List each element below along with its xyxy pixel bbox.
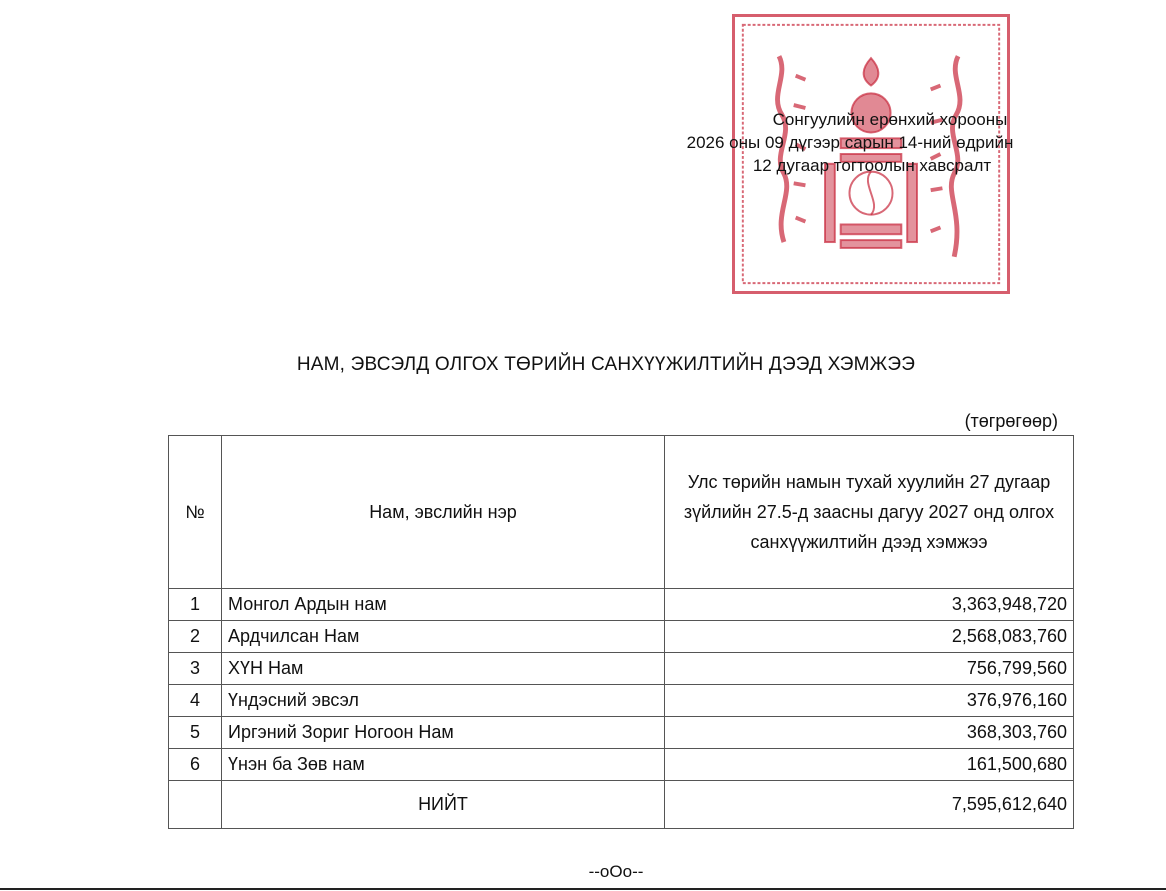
header-line-date: 2026 оны 09 дүгээр сарын 14-ний өдрийн [686, 133, 1014, 152]
header-line-committee: Сонгуулийн ерөнхий хорооны [772, 110, 1008, 129]
header-party-name: Нам, эвслийн нэр [222, 436, 665, 589]
header-number: № [169, 436, 222, 589]
party-name: Монгол Ардын нам [222, 589, 665, 621]
table-row [169, 621, 1074, 653]
total-label: НИЙТ [222, 781, 665, 829]
funding-amount: 3,363,948,720 [665, 589, 1074, 621]
total-empty-cell [169, 781, 222, 829]
row-number: 2 [169, 621, 222, 653]
funding-amount: 368,303,760 [665, 717, 1074, 749]
funding-amount: 2,568,083,760 [665, 621, 1074, 653]
table-row [169, 749, 1074, 781]
table-total-row [169, 781, 1074, 829]
row-number: 5 [169, 717, 222, 749]
party-name: Үнэн ба Зөв нам [222, 749, 665, 781]
row-number: 4 [169, 685, 222, 717]
funding-table [168, 435, 1074, 829]
table-row [169, 589, 1074, 621]
table-header-row [169, 436, 1074, 589]
row-number: 1 [169, 589, 222, 621]
funding-amount: 376,976,160 [665, 685, 1074, 717]
resolution-attachment-header [600, 108, 1100, 177]
end-of-document-mark: --oOo-- [588, 862, 644, 881]
header-line-attachment: 12 дугаар тогтоолын хавсралт [752, 156, 992, 175]
row-number: 6 [169, 749, 222, 781]
total-amount: 7,595,612,640 [665, 781, 1074, 829]
party-name: Иргэний Зориг Ногоон Нам [222, 717, 665, 749]
page-bottom-divider [0, 888, 1166, 890]
table-row [169, 717, 1074, 749]
funding-amount: 161,500,680 [665, 749, 1074, 781]
funding-amount: 756,799,560 [665, 653, 1074, 685]
row-number: 3 [169, 653, 222, 685]
document-title: НАМ, ЭВСЭЛД ОЛГОХ ТӨРИЙН САНХҮҮЖИЛТИЙН ДЭЭД ХЭМЖЭЭ [296, 354, 916, 375]
party-name: Ардчилсан Нам [222, 621, 665, 653]
header-funding-amount: Улс төрийн намын тухай хуулийн 27 дугаар зүйлийн 27.5-д заасны дагуу 2027 онд олгох санхүүжилтийн дээд хэмжээ [665, 436, 1074, 589]
currency-unit-note: (төгрөгөөр) [964, 411, 1058, 431]
table-row [169, 653, 1074, 685]
party-name: Үндэсний эвсэл [222, 685, 665, 717]
party-name: ХҮН Нам [222, 653, 665, 685]
table-row [169, 685, 1074, 717]
